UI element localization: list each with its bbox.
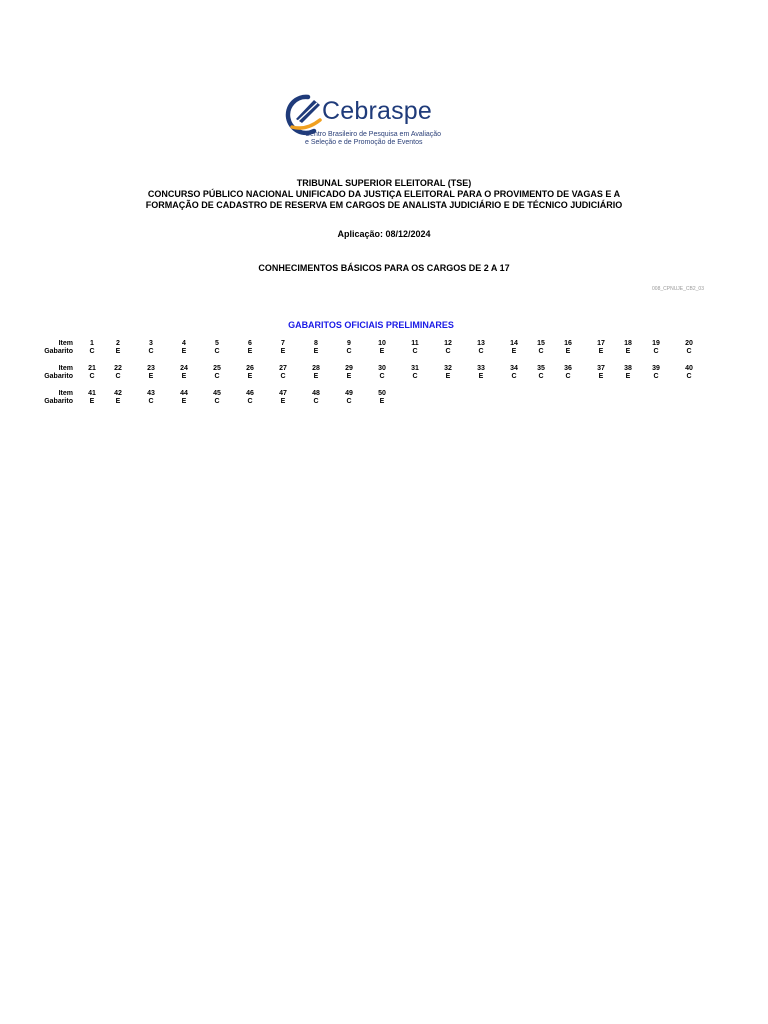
answer-cell: E bbox=[379, 398, 385, 405]
answer-cell: E bbox=[115, 348, 121, 355]
answer-row bbox=[0, 372, 768, 381]
item-number: 33 bbox=[477, 365, 485, 372]
answer-cell: C bbox=[89, 373, 95, 380]
answer-cell: E bbox=[478, 373, 484, 380]
item-number: 1 bbox=[90, 340, 94, 347]
item-number: 47 bbox=[279, 390, 287, 397]
logo-brand: Cebraspe bbox=[322, 97, 432, 125]
item-number: 37 bbox=[597, 365, 605, 372]
answer-cell: E bbox=[247, 373, 253, 380]
cebraspe-logo bbox=[284, 93, 454, 149]
answer-cell: C bbox=[115, 373, 121, 380]
item-number: 14 bbox=[510, 340, 518, 347]
item-number: 45 bbox=[213, 390, 221, 397]
header-line2: CONCURSO PÚBLICO NACIONAL UNIFICADO DA JUSTIÇA ELEITORAL PARA O PROVIMENTO DE VAGAS E A bbox=[147, 189, 621, 199]
answer-cell: C bbox=[686, 348, 692, 355]
logo-subtitle-line1: Centro Brasileiro de Pesquisa em Avaliação bbox=[305, 131, 442, 138]
item-number: 38 bbox=[624, 365, 632, 372]
item-number: 11 bbox=[411, 340, 419, 347]
answer-cell: C bbox=[247, 398, 253, 405]
item-number: 10 bbox=[378, 340, 386, 347]
answer-cell: E bbox=[445, 373, 451, 380]
answer-cell: E bbox=[625, 348, 631, 355]
item-number: 28 bbox=[312, 365, 320, 372]
answer-cell: E bbox=[511, 348, 517, 355]
item-number: 19 bbox=[652, 340, 660, 347]
item-number: 46 bbox=[246, 390, 254, 397]
answer-row-label: Gabarito bbox=[44, 398, 73, 405]
answer-cell: E bbox=[89, 398, 95, 405]
answer-cell: E bbox=[313, 373, 319, 380]
item-number: 50 bbox=[378, 390, 386, 397]
item-number: 30 bbox=[378, 365, 386, 372]
item-number: 29 bbox=[345, 365, 353, 372]
answer-cell: C bbox=[445, 348, 451, 355]
answer-row-label: Gabarito bbox=[44, 348, 73, 355]
answer-cell: C bbox=[686, 373, 692, 380]
item-number: 36 bbox=[564, 365, 572, 372]
answer-cell: C bbox=[478, 348, 484, 355]
answer-cell: C bbox=[89, 348, 95, 355]
header-line1: TRIBUNAL SUPERIOR ELEITORAL (TSE) bbox=[296, 178, 472, 188]
item-number: 32 bbox=[444, 365, 452, 372]
answer-cell: E bbox=[181, 373, 187, 380]
item-number: 31 bbox=[411, 365, 419, 372]
document-header bbox=[0, 178, 768, 211]
gabarito-title: GABARITOS OFICIAIS PRELIMINARES bbox=[288, 320, 454, 330]
answer-cell: E bbox=[280, 398, 286, 405]
item-number: 18 bbox=[624, 340, 632, 347]
answer-cell: C bbox=[148, 398, 154, 405]
answer-cell: E bbox=[598, 373, 604, 380]
item-number: 16 bbox=[564, 340, 572, 347]
answer-cell: E bbox=[598, 348, 604, 355]
item-number: 26 bbox=[246, 365, 254, 372]
item-number: 25 bbox=[213, 365, 221, 372]
item-number: 6 bbox=[248, 340, 252, 347]
answer-cell: E bbox=[280, 348, 286, 355]
item-row-label: Item bbox=[58, 365, 73, 372]
answer-cell: C bbox=[538, 348, 544, 355]
answer-cell: C bbox=[538, 373, 544, 380]
document-code: 008_CPNUJE_CB2_03 bbox=[652, 286, 704, 292]
section-title: CONHECIMENTOS BÁSICOS PARA OS CARGOS DE 2 A 17 bbox=[258, 263, 510, 273]
answer-cell: E bbox=[313, 348, 319, 355]
answer-cell: E bbox=[625, 373, 631, 380]
answer-cell: C bbox=[511, 373, 517, 380]
answer-row bbox=[0, 347, 768, 356]
item-number: 39 bbox=[652, 365, 660, 372]
answer-row bbox=[0, 397, 768, 406]
item-number: 42 bbox=[114, 390, 122, 397]
item-number: 13 bbox=[477, 340, 485, 347]
answer-cell: C bbox=[346, 398, 352, 405]
item-number: 34 bbox=[510, 365, 518, 372]
answer-cell: E bbox=[565, 348, 571, 355]
answer-cell: C bbox=[412, 348, 418, 355]
item-number: 20 bbox=[685, 340, 693, 347]
logo-subtitle-line2: e Seleção e de Promoção de Eventos bbox=[305, 139, 423, 146]
item-number: 24 bbox=[180, 365, 188, 372]
item-number: 9 bbox=[347, 340, 351, 347]
answer-cell: C bbox=[346, 348, 352, 355]
item-number: 40 bbox=[685, 365, 693, 372]
answer-cell: C bbox=[379, 373, 385, 380]
item-number: 23 bbox=[147, 365, 155, 372]
answer-cell: E bbox=[115, 398, 121, 405]
item-number: 43 bbox=[147, 390, 155, 397]
answer-cell: C bbox=[214, 398, 220, 405]
item-number: 27 bbox=[279, 365, 287, 372]
item-row-label: Item bbox=[58, 340, 73, 347]
header-line3: FORMAÇÃO DE CADASTRO DE RESERVA EM CARGOS DE ANALISTA JUDICIÁRIO E DE TÉCNICO JUDICIÁRIO bbox=[145, 200, 623, 210]
item-number: 41 bbox=[88, 390, 96, 397]
item-number: 48 bbox=[312, 390, 320, 397]
answer-cell: E bbox=[247, 348, 253, 355]
item-number: 8 bbox=[314, 340, 318, 347]
answer-cell: C bbox=[214, 373, 220, 380]
answer-cell: C bbox=[412, 373, 418, 380]
item-number: 44 bbox=[180, 390, 188, 397]
item-number: 5 bbox=[215, 340, 219, 347]
answer-cell: E bbox=[379, 348, 385, 355]
answer-cell: C bbox=[653, 348, 659, 355]
item-number: 4 bbox=[182, 340, 186, 347]
answer-cell: E bbox=[148, 373, 154, 380]
item-number: 3 bbox=[149, 340, 153, 347]
item-number: 17 bbox=[597, 340, 605, 347]
item-number: 21 bbox=[88, 365, 96, 372]
item-number: 15 bbox=[537, 340, 545, 347]
answer-row-label: Gabarito bbox=[44, 373, 73, 380]
answer-cell: C bbox=[214, 348, 220, 355]
answer-cell: C bbox=[565, 373, 571, 380]
answer-cell: C bbox=[313, 398, 319, 405]
item-row-label: Item bbox=[58, 390, 73, 397]
answer-cell: E bbox=[181, 348, 187, 355]
answer-cell: E bbox=[181, 398, 187, 405]
answer-cell: E bbox=[346, 373, 352, 380]
answer-cell: C bbox=[148, 348, 154, 355]
item-number: 12 bbox=[444, 340, 452, 347]
item-number: 22 bbox=[114, 365, 122, 372]
item-number: 7 bbox=[281, 340, 285, 347]
answer-cell: C bbox=[653, 373, 659, 380]
answer-cell: C bbox=[280, 373, 286, 380]
item-number: 2 bbox=[116, 340, 120, 347]
application-date: Aplicação: 08/12/2024 bbox=[337, 229, 431, 239]
item-number: 49 bbox=[345, 390, 353, 397]
item-number: 35 bbox=[537, 365, 545, 372]
